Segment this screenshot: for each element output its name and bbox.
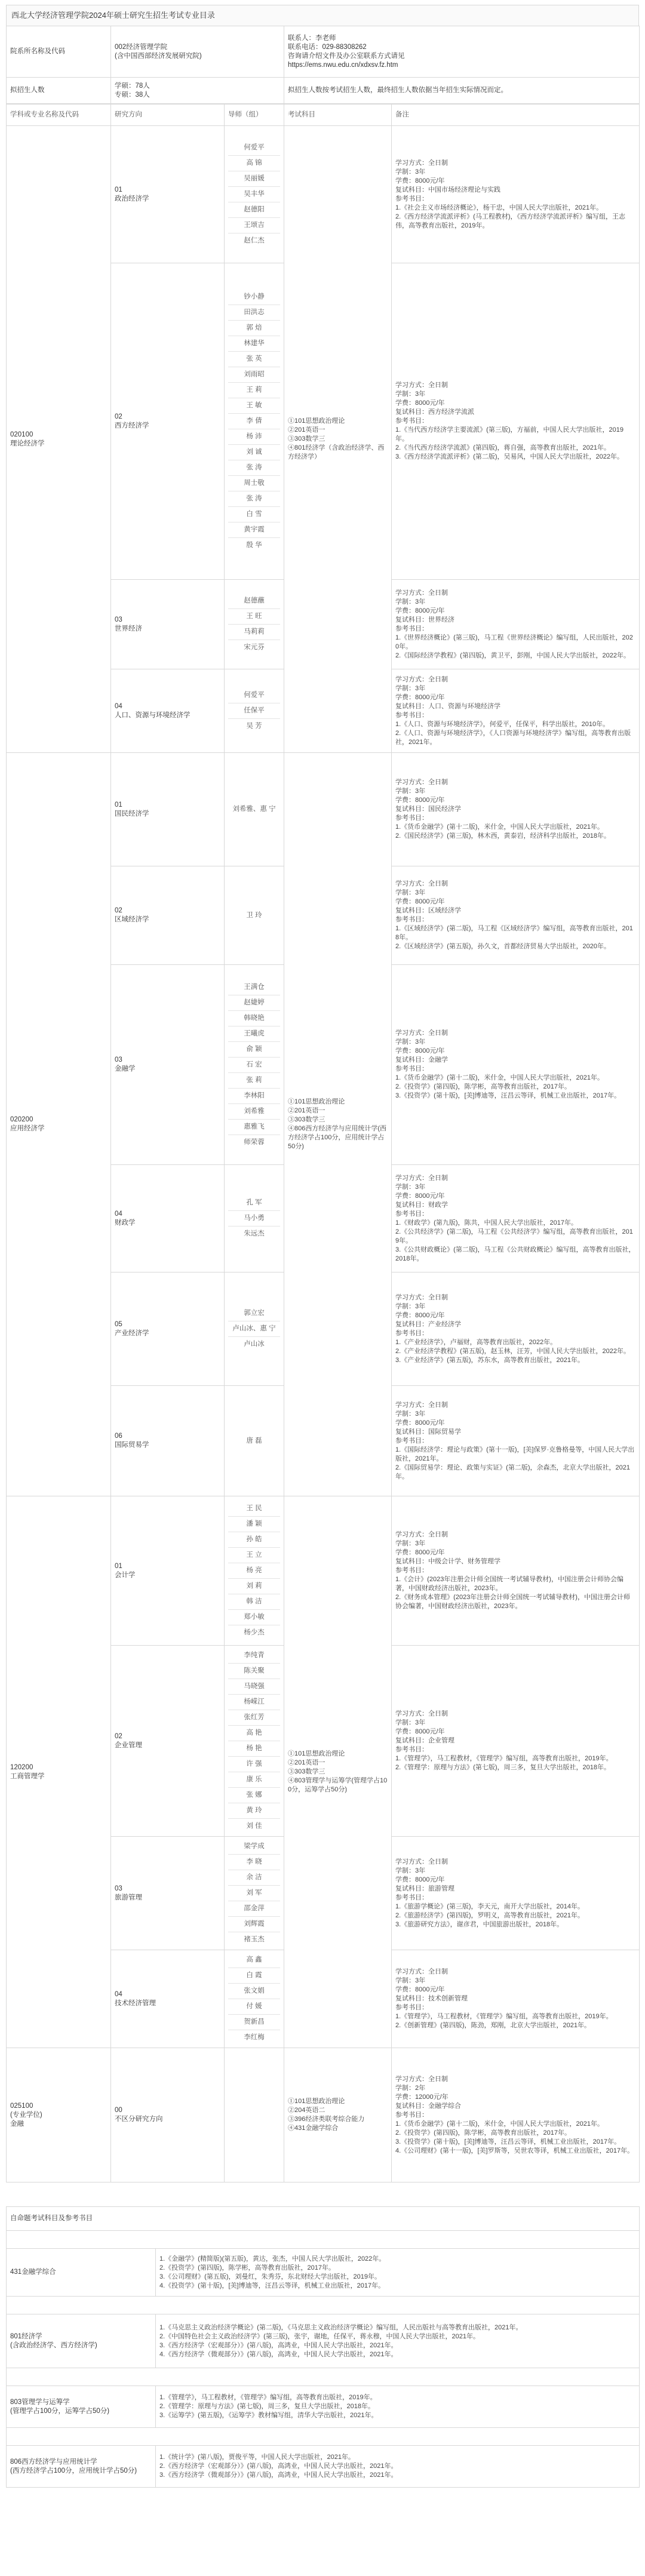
supervisors-020100-04 — [225, 669, 284, 753]
supervisors-120200-04 — [225, 1950, 284, 2048]
table-header-row — [7, 104, 640, 126]
supervisor-name: 高 鑫 — [228, 1953, 280, 1968]
supervisor-name: 孔 军 — [228, 1195, 280, 1211]
reference-table — [6, 2206, 640, 2488]
supervisor-name: 钞小静 — [228, 290, 280, 305]
supervisor-name: 张 涛 — [228, 491, 280, 507]
supervisor-name: 韩 洁 — [228, 1594, 280, 1610]
exam-020200: ①101思想政治理论 ②201英语一 ③303数学三 ④806西方经济学与应用统计学(西方经济学占100分，应用统计学占50分) — [284, 753, 392, 1496]
supervisor-name: 石 宏 — [228, 1058, 280, 1073]
reference-spacer-2 — [7, 2297, 640, 2314]
supervisor-name: 杨 沛 — [228, 429, 280, 445]
major-025100: 025100 (专业学位) 金融 — [7, 2048, 111, 2182]
supervisor-name: 黄 玲 — [228, 1803, 280, 1819]
note-020200-01: 学习方式：全日制 学制：3年 学费：8000元/年 复试科目：国民经济学 参考书目： 1.《货币金融学》(第十二版)，米什金，中国人民大学出版社，2021年。 2.《国民经济学》(第三版)，林木西，黄泰岩，经济科学出版社，2018年。 — [392, 753, 640, 866]
supervisors-020100-03 — [225, 580, 284, 669]
direction-020100-02: 02 西方经济学 — [111, 263, 225, 580]
supervisor-name: 邵金萍 — [228, 1901, 280, 1917]
ref-subject-806: 806西方经济学与应用统计学 (西方经济学占100分，应用统计学占50分) — [7, 2446, 156, 2488]
note-020200-06: 学习方式：全日制 学制：3年 学费：8000元/年 复试科目：国际贸易学 参考书目： 1.《国际经济学：理论与政策》(第十一版)，[美]保罗·克鲁格曼等，中国人民大学出版社，2021年。 2.《国际贸易学：理论、政策与实证》(第二版)，余森杰，北京大学出版社，2021年。 — [392, 1386, 640, 1496]
supervisor-name: 王满仓 — [228, 980, 280, 995]
supervisor-name: 王 民 — [228, 1501, 280, 1517]
supervisor-name: 赵婕婷 — [228, 995, 280, 1011]
supervisor-name: 王 立 — [228, 1548, 280, 1563]
supervisor-name: 卢山冰 — [244, 1341, 265, 1348]
supervisor-name: 韩晓艳 — [228, 1011, 280, 1026]
supervisor-name: 俞 颖 — [228, 1042, 280, 1058]
supervisor-name: 林建华 — [228, 336, 280, 352]
supervisor-name: 贺新昌 — [228, 2015, 280, 2030]
direction-120200-02: 02 企业管理 — [111, 1646, 225, 1837]
reference-spacer-4 — [7, 2428, 640, 2446]
supervisor-name: 张文娟 — [228, 1984, 280, 1999]
ref-books-801: 1.《马克思主义政治经济学概论》(第二版)，《马克思主义政治经济学概论》编写组，人民出版社与高等教育出版社，2021年。 2.《中国特色社会主义政治经济学》(第三版)，张宇，谢地，任保平，蒋永穆，中国人民大学出版社，2021年。 3.《西方经济学（宏观部分）》(第八版)，高鸿业，中国人民大学出版社，2021年。 4.《西方经济学（微观部分）》(第八版)，高鸿业，中国人民大学出版社，2021年。 — [156, 2314, 640, 2368]
supervisor-name: 白 霞 — [228, 1968, 280, 1984]
direction-025100-00: 00 不区分研究方向 — [111, 2048, 225, 2182]
supervisors-020100-02 — [225, 263, 284, 580]
note-120200-03: 学习方式：全日制 学制：3年 学费：8000元/年 复试科目：旅游管理 参考书目： 1.《旅游学概论》(第三版)，李天元，南开大学出版社，2014年。 2.《旅游经济学》(第四版)，罗明义，高等教育出版社，2021年。 3.《旅游研究方法》，谢彦君，中国旅游出版社，2018年。 — [392, 1837, 640, 1950]
note-020100-04: 学习方式：全日制 学制：3年 学费：8000元/年 复试科目：人口、资源与环境经济学 参考书目： 1.《人口、资源与环境经济学》，何爱平，任保平，科学出版社，2010年。 2.《人口、资源与环境经济学》，《人口资源与环境经济学》编写组，高等教育出版社，2021年。 — [392, 669, 640, 753]
supervisors-020200-01 — [225, 753, 284, 866]
supervisor-name: 李 晓 — [228, 1855, 280, 1870]
reference-spacer-3 — [7, 2368, 640, 2386]
supervisor-name: 何爱平 — [228, 688, 280, 703]
supervisor-name: 郭 焙 — [228, 321, 280, 336]
page-title: 西北大学经济管理学院2024年硕士研究生招生考试专业目录 — [6, 5, 639, 26]
quota-value: 学硕：78人 专硕：38人 — [111, 78, 284, 104]
supervisor-name: 康 乐 — [228, 1772, 280, 1788]
supervisor-name: 杨嵘江 — [228, 1695, 280, 1710]
supervisor-name: 唐 磊 — [246, 1437, 262, 1444]
supervisor-name: 张 英 — [228, 352, 280, 367]
direction-020100-01: 01 政治经济学 — [111, 126, 225, 263]
supervisor-name: 刘 佳 — [246, 1822, 262, 1830]
supervisor-name: 王颂吉 — [228, 218, 280, 233]
direction-020200-06: 06 国际贸易学 — [111, 1386, 225, 1496]
supervisor-name: 高 锦 — [228, 156, 280, 171]
quota-note: 拟招生人数按考试招生人数，最终招生人数依据当年招生实际情况而定。 — [284, 78, 640, 104]
supervisor-name: 陈关聚 — [228, 1664, 280, 1679]
supervisor-name: 李红梅 — [244, 2034, 265, 2041]
supervisor-name: 王 敏 — [228, 398, 280, 414]
ref-subject-431: 431金融学综合 — [7, 2249, 156, 2297]
reference-spacer-1 — [7, 2231, 640, 2249]
supervisor-name: 张红芳 — [228, 1710, 280, 1726]
supervisor-name: 刘辉霞 — [228, 1917, 280, 1932]
supervisor-name: 白 雪 — [228, 507, 280, 522]
note-020100-02: 学习方式：全日制 学制：3年 学费：8000元/年 复试科目：西方经济学流派 参考书目： 1.《当代西方经济学主要流派》(第三版)，方福前，中国人民大学出版社，2019年。 2.《当代西方经济学流派》(第四版)，蒋自强，高等教育出版社，2021年。 3.《西方经济学流派评析》(第二版)，吴易风，中国人民大学出版社，2022年。 — [392, 263, 640, 580]
supervisor-name: 赵德蘸 — [228, 594, 280, 609]
supervisor-name: 赵仁杰 — [244, 237, 265, 244]
supervisor-name: 刘 莉 — [228, 1579, 280, 1594]
supervisor-name: 王 莉 — [228, 383, 280, 398]
note-120200-01: 学习方式：全日制 学制：3年 学费：8000元/年 复试科目：中级会计学、财务管理学 参考书目： 1.《会计》(2023年注册会计师全国统一考试辅导教材)，中国注册会计师协会编著，中国财政经济出版社，2023年。 2.《财务成本管理》(2023年注册会计师全国统一考试辅导教材)，中国注册会计师协会编著，中国财政经济出版社，2023年。 — [392, 1496, 640, 1646]
supervisor-name: 朱远杰 — [244, 1230, 265, 1237]
supervisors-020200-05 — [225, 1272, 284, 1386]
supervisor-name: 王曦虎 — [228, 1026, 280, 1042]
supervisor-name: 张 娜 — [228, 1788, 280, 1803]
supervisors-020200-06 — [225, 1386, 284, 1496]
supervisor-name: 李林阳 — [228, 1089, 280, 1104]
supervisor-name: 付 媛 — [228, 1999, 280, 2015]
major-020100: 020100 理论经济学 — [7, 126, 111, 753]
supervisor-name: 马莉莉 — [228, 625, 280, 640]
supervisor-name: 吴 芳 — [246, 723, 262, 730]
dept-info-table — [6, 26, 640, 104]
ref-subject-801: 801经济学 (含政治经济学、西方经济学) — [7, 2314, 156, 2368]
supervisors-020100-01 — [225, 126, 284, 263]
supervisor-name: 许 强 — [228, 1757, 280, 1772]
supervisors-120200-01 — [225, 1496, 284, 1646]
supervisor-name: 黄宇霞 — [228, 522, 280, 538]
supervisor-name: 师荣蓉 — [244, 1138, 265, 1146]
supervisor-name: 梁学成 — [228, 1839, 280, 1855]
supervisor-name: 褚玉杰 — [244, 1936, 265, 1943]
dept-contact: 联系人：李老师 联系电话：029-88308262 咨询请介绍文件及办公室联系方式请见 https://ems.nwu.edu.cn/xdxsv.fz.htm — [284, 26, 640, 78]
ref-books-431: 1.《金融学》(精简版)(第五版)，黄达，张杰，中国人民大学出版社，2022年。 2.《投资学》(第四版)，陈学彬，高等教育出版社，2017年。 3.《公司理财》(第五版)，刘曼红，朱秀芬，东北财经大学出版社，2019年。 4.《投资学》(第十版)，[美]博迪等，汪昌云等译，机械工业出版社，2017年。 — [156, 2249, 640, 2297]
direction-020100-03: 03 世界经济 — [111, 580, 225, 669]
note-025100-00: 学习方式：全日制 学制：2年 学费：12000元/年 复试科目：金融学综合 参考书目： 1.《货币金融学》(第十二版)，米什金，中国人民大学出版社，2021年。 2.《投资学》(第四版)，陈学彬，高等教育出版社，2017年。 3.《投资学》(第十版)，[美]博迪等，汪昌云等译，机械工业出版社，2017年。 4.《公司理财》(第十一版)，[美]罗斯等，吴世农等译，机械工业出版社，2017年。 — [392, 2048, 640, 2182]
supervisor-name: 任保平 — [228, 703, 280, 719]
supervisors-020200-04 — [225, 1165, 284, 1272]
supervisor-name: 李 倩 — [228, 414, 280, 429]
header-direction: 研究方向 — [111, 104, 225, 126]
supervisor-name: 田洪志 — [228, 305, 280, 321]
supervisor-name: 刘 军 — [228, 1886, 280, 1901]
direction-120200-03: 03 旅游管理 — [111, 1837, 225, 1950]
major-020200: 020200 应用经济学 — [7, 753, 111, 1496]
supervisor-name: 殷 华 — [246, 542, 262, 549]
catalog-table — [6, 104, 640, 2182]
supervisor-name: 李纯青 — [228, 1648, 280, 1664]
supervisors-020200-02 — [225, 866, 284, 965]
note-020200-05: 学习方式：全日制 学制：3年 学费：8000元/年 复试科目：产业经济学 参考书目： 1.《产业经济学》，卢福财，高等教育出版社，2022年。 2.《产业经济学教程》(第五版)，赵玉林，汪芳，中国人民大学出版社，2022年。 3.《产业经济学》(第五版)，苏东水，高等教育出版社，2021年。 — [392, 1272, 640, 1386]
direction-020100-04: 04 人口、资源与环境经济学 — [111, 669, 225, 753]
direction-020200-04: 04 财政学 — [111, 1165, 225, 1272]
direction-120200-01: 01 会计学 — [111, 1496, 225, 1646]
note-020200-03: 学习方式：全日制 学制：3年 学费：8000元/年 复试科目：金融学 参考书目： 1.《货币金融学》(第十二版)，米什金，中国人民大学出版社，2021年。 2.《投资学》(第四版)，陈学彬，高等教育出版社，2017年。 3.《投资学》(第十版)，[美]博迪等，汪昌云等译，机械工业出版社，2017年。 — [392, 965, 640, 1165]
supervisor-name: 何爱平 — [228, 140, 280, 156]
supervisors-120200-02 — [225, 1646, 284, 1837]
supervisor-name: 张 莉 — [228, 1073, 280, 1089]
header-exam: 考试科目 — [284, 104, 392, 126]
ref-subject-803: 803管理学与运筹学 (管理学占100分，运筹学占50分) — [7, 2386, 156, 2428]
note-120200-04: 学习方式：全日制 学制：3年 学费：8000元/年 复试科目：技术创新管理 参考书目： 1.《管理学》，马工程教材，《管理学》编写组，高等教育出版社，2019年。 2.《创新管理》(第四版)，陈劲，郑刚，北京大学出版社，2021年。 — [392, 1950, 640, 2048]
reference-heading: 自命题考试科目及参考书目 — [7, 2207, 640, 2231]
supervisors-020200-03 — [225, 965, 284, 1165]
supervisor-name: 吴丽媛 — [228, 171, 280, 187]
supervisor-name: 卢山冰、惠 宁 — [228, 1321, 280, 1337]
major-120200: 120200 工商管理学 — [7, 1496, 111, 2048]
supervisor-name: 惠雅飞 — [228, 1120, 280, 1135]
dept-value: 002经济管理学院 (含中国西部经济发展研究院) — [111, 26, 284, 78]
note-020200-02: 学习方式：全日制 学制：3年 学费：8000元/年 复试科目：区域经济学 参考书目： 1.《区域经济学》(第二版)，马工程《区域经济学》编写组，高等教育出版社，2018年。 2.《区域经济学》(第五版)，孙久文，首都经济贸易大学出版社，2020年。 — [392, 866, 640, 965]
ref-books-806: 1.《统计学》(第八版)，贾俊平等，中国人民大学出版社，2021年。 2.《西方经济学（宏观部分）》(第八版)，高鸿业，中国人民大学出版社，2021年。 3.《西方经济学（微观部分）》(第八版)，高鸿业，中国人民大学出版社，2021年。 — [156, 2446, 640, 2488]
supervisor-name: 马小勇 — [228, 1211, 280, 1226]
supervisor-name: 杨少杰 — [244, 1629, 265, 1636]
supervisor-name: 杨 亮 — [228, 1563, 280, 1579]
supervisor-name: 孙 皓 — [228, 1532, 280, 1548]
supervisor-name: 卫 玲 — [246, 911, 262, 919]
note-120200-02: 学习方式：全日制 学制：3年 学费：8000元/年 复试科目：企业管理 参考书目： 1.《管理学》，马工程教材，《管理学》编写组，高等教育出版社，2019年。 2.《管理学：原理与方法》(第七版)，周三多，复旦大学出版社，2018年。 — [392, 1646, 640, 1837]
supervisor-name: 周士敬 — [228, 476, 280, 491]
supervisor-name: 余 洁 — [228, 1870, 280, 1886]
supervisor-name: 高 艳 — [228, 1726, 280, 1741]
note-020100-03: 学习方式：全日制 学制：3年 学费：8000元/年 复试科目：世界经济 参考书目： 1.《世界经济概论》(第三版)，马工程《世界经济概论》编写组，人民出版社，2020年。 2.《国际经济学教程》(第四版)，黄卫平，彭刚，中国人民大学出版社，2022年。 — [392, 580, 640, 669]
exam-025100: ①101思想政治理论 ②204英语二 ③396经济类联考综合能力 ④431金融学综合 — [284, 2048, 392, 2182]
direction-020200-03: 03 金融学 — [111, 965, 225, 1165]
supervisor-name: 刘雨昭 — [228, 367, 280, 383]
supervisor-name: 刘希雅、惠 宁 — [232, 806, 276, 813]
header-major: 学科或专业名称及代码 — [7, 104, 111, 126]
exam-020100: ①101思想政治理论 ②201英语一 ③303数学三 ④801经济学（含政治经济学、西方经济学） — [284, 126, 392, 753]
supervisor-name: 郭立宏 — [228, 1306, 280, 1321]
supervisor-name: 赵德阳 — [228, 202, 280, 218]
supervisor-name: 郑小敏 — [228, 1610, 280, 1625]
direction-020200-01: 01 国民经济学 — [111, 753, 225, 866]
supervisor-name: 张 涛 — [228, 460, 280, 476]
direction-020200-02: 02 区域经济学 — [111, 866, 225, 965]
supervisor-name: 刘 诚 — [228, 445, 280, 460]
supervisor-name: 刘希雅 — [228, 1104, 280, 1120]
direction-120200-04: 04 技术经济管理 — [111, 1950, 225, 2048]
supervisor-name: 马晓强 — [228, 1679, 280, 1695]
catalog-page — [0, 5, 645, 2576]
exam-120200: ①101思想政治理论 ②201英语一 ③303数学三 ④803管理学与运筹学(管理学占100分，运筹学占50分) — [284, 1496, 392, 2048]
supervisor-name: 王 旺 — [228, 609, 280, 625]
supervisors-025100-00 — [225, 2048, 284, 2182]
dept-label: 院系所名称及代码 — [7, 26, 111, 78]
supervisor-name: 潘 颖 — [228, 1517, 280, 1532]
supervisor-name: 杨 艳 — [228, 1741, 280, 1757]
supervisors-120200-03 — [225, 1837, 284, 1950]
supervisor-name: 吴丰华 — [228, 187, 280, 202]
quota-label: 拟招生人数 — [7, 78, 111, 104]
ref-books-803: 1.《管理学》，马工程教材，《管理学》编写组，高等教育出版社，2019年。 2.《管理学：原理与方法》(第七版)，周三多，复旦大学出版社，2018年。 3.《运筹学》(第五版)，《运筹学》教材编写组，清华大学出版社，2021年。 — [156, 2386, 640, 2428]
direction-020200-05: 05 产业经济学 — [111, 1272, 225, 1386]
note-020200-04: 学习方式：全日制 学制：3年 学费：8000元/年 复试科目：财政学 参考书目： 1.《财政学》(第九版)，陈共，中国人民大学出版社，2017年。 2.《公共经济学》(第二版)，马工程《公共经济学》编写组，高等教育出版社，2019年。 3.《公共财政概论》(第二版)，马工程《公共财政概论》编写组，高等教育出版社，2018年。 — [392, 1165, 640, 1272]
header-note: 备注 — [392, 104, 640, 126]
note-020100-01: 学习方式：全日制 学制：3年 学费：8000元/年 复试科目：中国市场经济理论与实践 参考书目： 1.《社会主义市场经济概论》，杨干忠，中国人民大学出版社，2021年。 2.《西方经济学流派评析》(马工程教材)，《西方经济学流派评析》编写组，王志伟，高等教育出版社，2019年。 — [392, 126, 640, 263]
header-supervisor: 导师（组） — [225, 104, 284, 126]
supervisor-name: 宋元芬 — [244, 644, 265, 651]
